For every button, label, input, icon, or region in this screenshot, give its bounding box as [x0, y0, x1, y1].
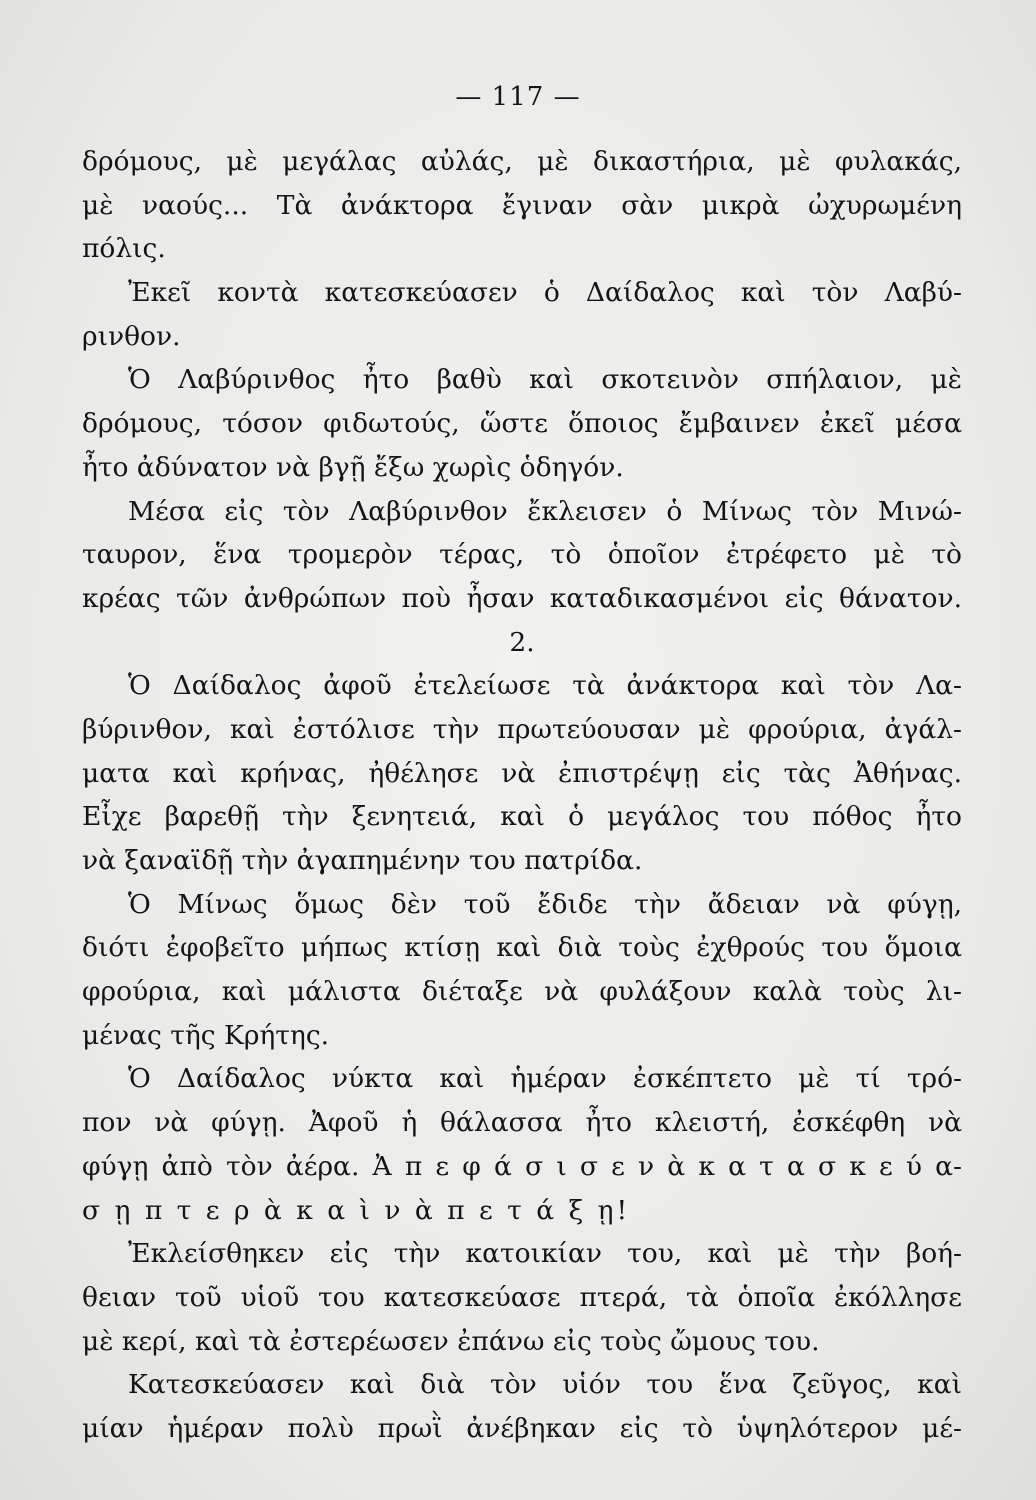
text-line: δρόμους, μὲ μεγάλας αὐλάς, μὲ δικαστήρια, μὲ φυλακάς,: [82, 146, 962, 177]
text-line: Ἐκλείσθηκεν εἰς τὴν κατοικίαν του, καὶ μὲ τὴν βοή-: [128, 1238, 962, 1270]
text-line: Κατεσκεύασεν καὶ διὰ τὸν υἱόν του ἕνα ζεῦγος, καὶ: [128, 1369, 962, 1401]
text-line: φύγῃ ἀπὸ τὸν ἀέρα. Ἀ π ε φ ά σ ι σ ε ν ὰ κ α τ α σ κ ε ύ α-: [82, 1150, 962, 1182]
text-line: φρούρια, καὶ μάλιστα διέταξε νὰ φυλάξουν καλὰ τοὺς λι-: [82, 976, 962, 1008]
text-line: Ὁ Δαίδαλος νύκτα καὶ ἡμέραν ἐσκέπτετο μὲ τί τρό-: [128, 1063, 962, 1095]
text-line: ρινθον.: [82, 320, 181, 352]
body-text: [82, 140, 962, 1451]
text-line: κρέας τῶν ἀνθρώπων ποὺ ἦσαν καταδικασμένοι εἰς θάνατον.: [82, 582, 962, 614]
text-line: πον νὰ φύγῃ. Ἀφοῦ ἡ θάλασσα ἦτο κλειστή, ἐσκέφθη νὰ: [82, 1107, 962, 1139]
text-line: βύρινθον, καὶ ἐστόλισε τὴν πρωτεύουσαν μὲ φρούρια, ἀγάλ-: [82, 713, 962, 745]
text-line: μὲ ναούς... Τὰ ἀνάκτορα ἔγιναν σὰν μικρὰ ὠχυρωμένη: [82, 189, 962, 221]
text-line: δρόμους, τόσον φιδωτούς, ὥστε ὅποιος ἔμβαινεν ἐκεῖ μέσα: [82, 408, 962, 440]
text-line: νὰ ξαναϊδῇ τὴν ἀγαπημένην του πατρίδα.: [82, 845, 643, 876]
text-line: ματα καὶ κρήνας, ἠθέλησε νὰ ἐπιστρέψῃ εἰς τὰς Ἀθήνας.: [82, 757, 962, 789]
text-line: Ἐκεῖ κοντὰ κατεσκεύασεν ὁ Δαίδαλος καὶ τὸν Λαβύ-: [128, 277, 962, 309]
text-line: διότι ἐφοβεῖτο μήπως κτίσῃ καὶ διὰ τοὺς ἐχθρούς του ὅμοια: [82, 932, 962, 964]
text-line: σ ῃ π τ ε ρ ὰ κ α ὶ ν ὰ π ε τ ά ξ ῃ!: [82, 1194, 631, 1226]
page-number: — 117 —: [455, 82, 581, 112]
text-line: Ὁ Μίνως ὅμως δὲν τοῦ ἔδιδε τὴν ἄδειαν νὰ φύγῃ,: [128, 888, 962, 920]
section-number: 2.: [509, 626, 535, 658]
text-line: Ὁ Λαβύρινθος ἦτο βαθὺ καὶ σκοτεινὸν σπήλαιον, μὲ: [128, 364, 962, 396]
text-line: ταυρον, ἕνα τρομερὸν τέρας, τὸ ὁποῖον ἐτρέφετο μὲ τὸ: [82, 539, 962, 571]
text-line: Εἶχε βαρεθῇ τὴν ξενητειά, καὶ ὁ μεγάλος του πόθος ἦτο: [82, 801, 962, 833]
text-line: ἦτο ἀδύνατον νὰ βγῇ ἔξω χωρὶς ὁδηγόν.: [82, 451, 624, 483]
text-line: Μέσα εἰς τὸν Λαβύρινθον ἔκλεισεν ὁ Μίνως τὸν Μινώ-: [128, 495, 962, 527]
text-line: μὲ κερί, καὶ τὰ ἐστερέωσεν ἐπάνω εἰς τοὺς ὤμους του.: [82, 1325, 820, 1357]
text-line: μίαν ἡμέραν πολὺ πρωῒ ἀνέβηκαν εἰς τὸ ὑψηλότερον μέ-: [82, 1412, 962, 1444]
text-line: πόλις.: [82, 233, 166, 265]
text-line: Ὁ Δαίδαλος ἀφοῦ ἐτελείωσε τὰ ἀνάκτορα καὶ τὸν Λα-: [128, 670, 962, 702]
text-line: μένας τῆς Κρήτης.: [82, 1019, 330, 1051]
text-line: θειαν τοῦ υἱοῦ του κατεσκεύασε πτερά, τὰ ὁποῖα ἐκόλλησε: [82, 1281, 962, 1313]
